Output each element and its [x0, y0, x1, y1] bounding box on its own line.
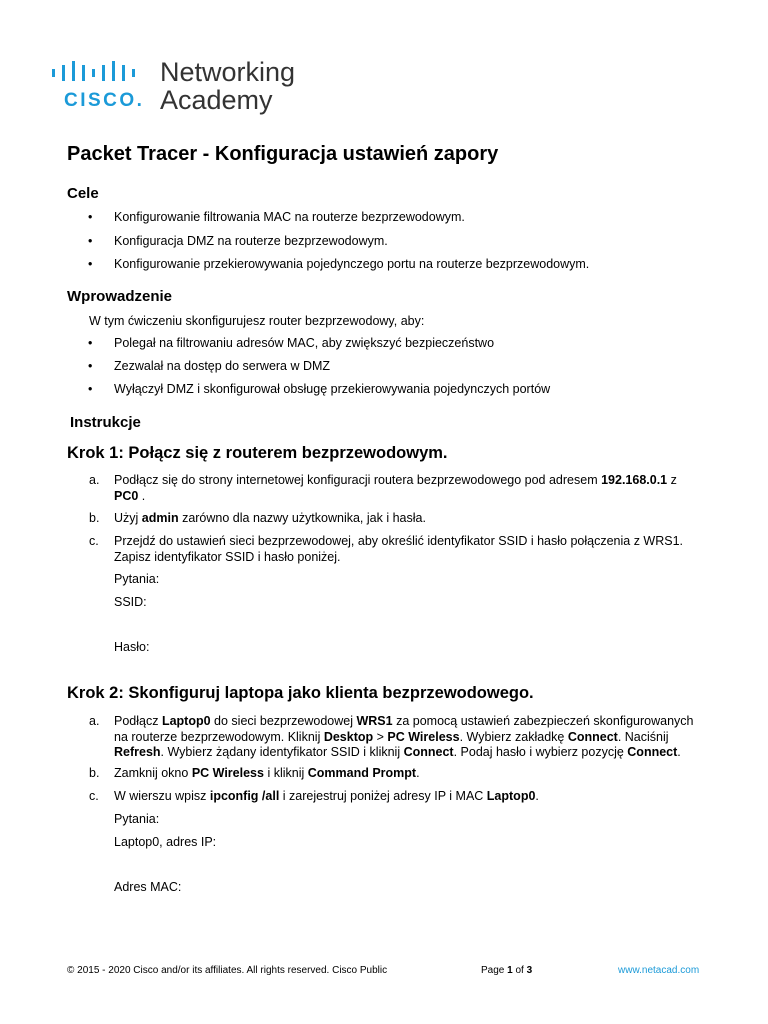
intro-heading: Wprowadzenie [67, 288, 173, 305]
step1-questions-label: Pytania: [114, 572, 160, 586]
step2-questions-label: Pytania: [114, 812, 160, 826]
cisco-networking-academy-logo [52, 57, 312, 117]
logo-academy-text: Academy [160, 85, 273, 115]
document-title: Packet Tracer - Konfiguracja ustawień zapory [67, 143, 499, 165]
cisco-bars-icon [52, 61, 147, 81]
instructions-heading: Instrukcje [70, 414, 141, 431]
step1-heading: Krok 1: Połącz się z routerem bezprzewodowym. [67, 444, 448, 462]
logo-networking-text: Networking [160, 57, 296, 87]
objectives-heading: Cele [67, 185, 99, 202]
cisco-wordmark: CISCO. [64, 90, 145, 111]
footer-page-number: Page 1 of 3 [481, 965, 533, 976]
intro-lead: W tym ćwiczeniu skonfigurujesz router bezprzewodowy, aby: [89, 314, 425, 328]
ssid-label: SSID: [114, 595, 147, 609]
footer-url-link[interactable]: www.netacad.com [618, 965, 700, 976]
password-label: Hasło: [114, 640, 150, 654]
ip-address-label: Laptop0, adres IP: [114, 835, 217, 849]
footer-copyright: © 2015 - 2020 Cisco and/or its affiliates. All rights reserved. Cisco Public [67, 965, 388, 976]
mac-address-label: Adres MAC: [114, 880, 182, 894]
step2-heading: Krok 2: Skonfiguruj laptopa jako klienta bezprzewodowego. [67, 684, 534, 702]
